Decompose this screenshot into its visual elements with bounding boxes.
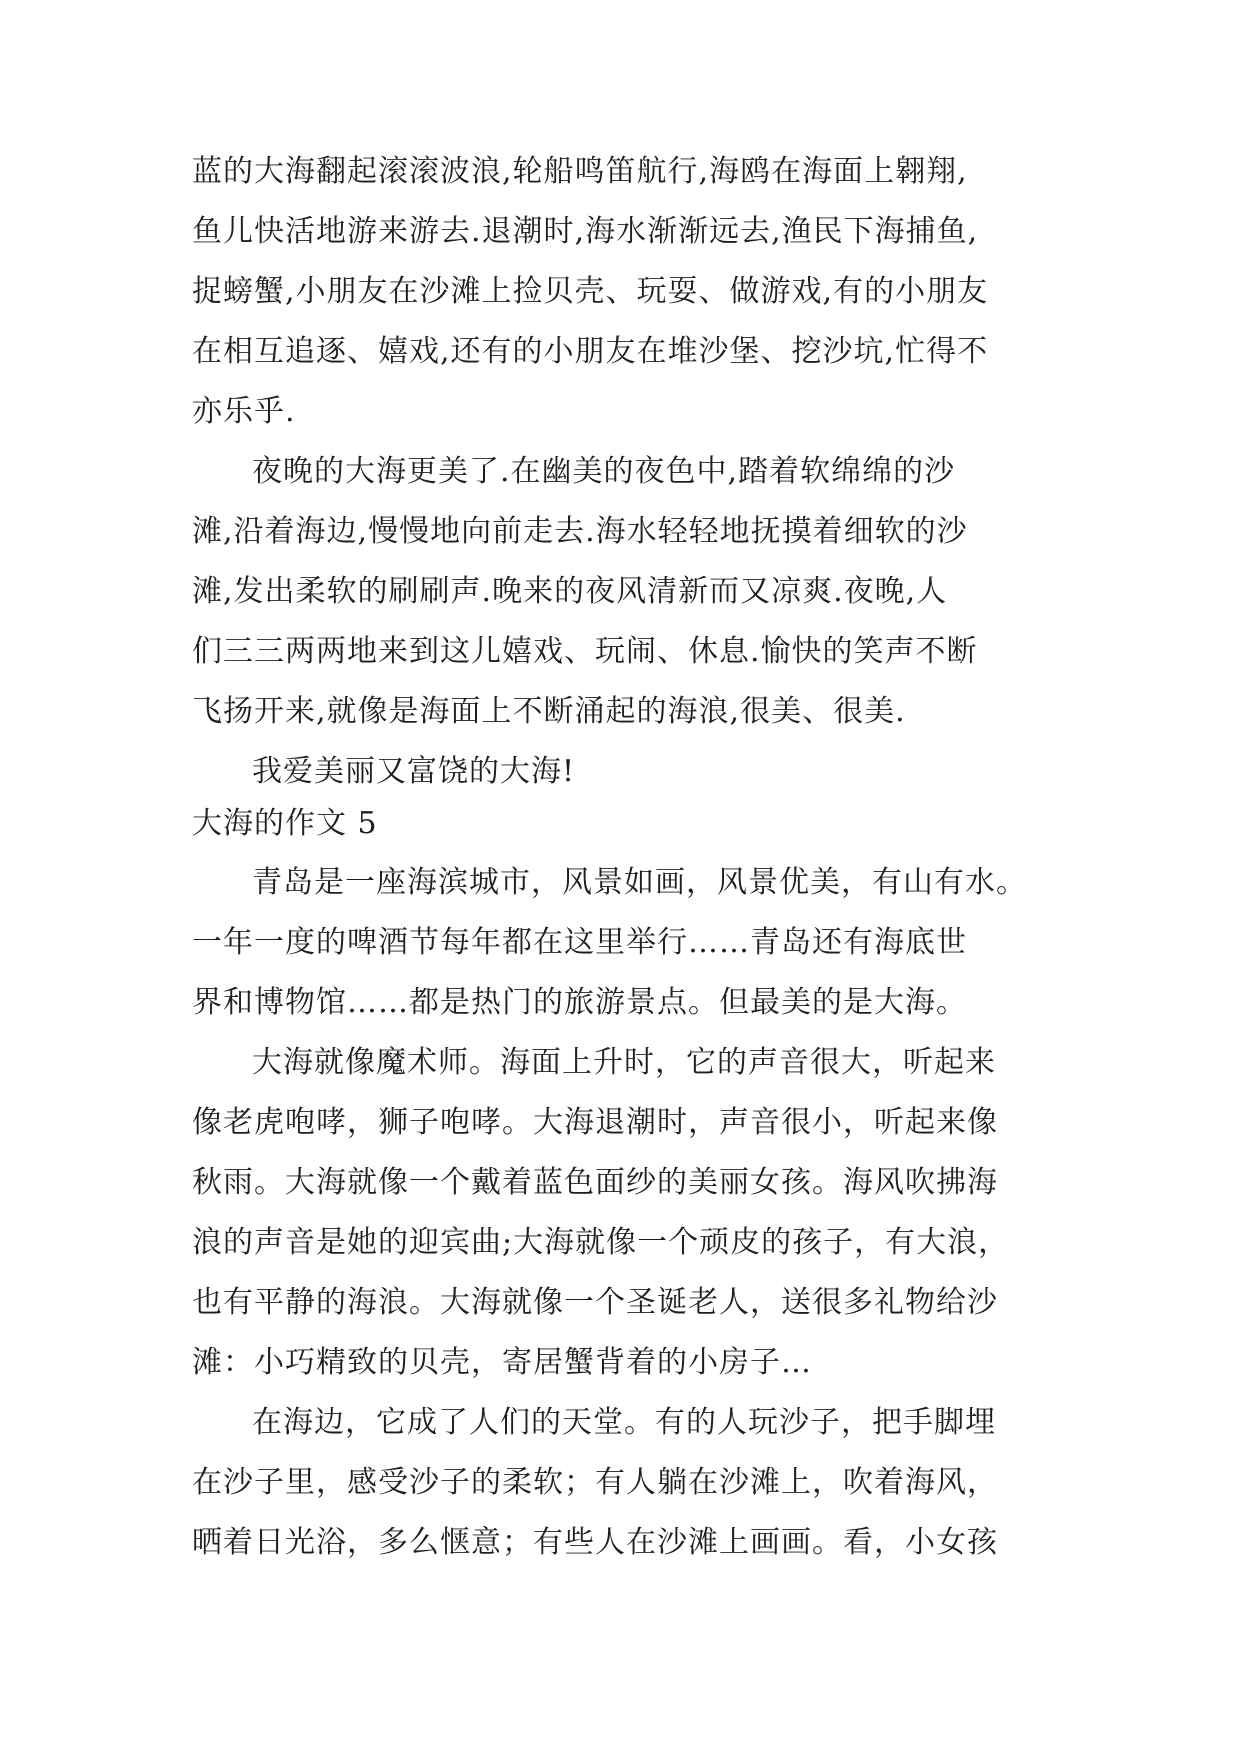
paragraph-line: 在相互追逐、嬉戏,还有的小朋友在堆沙堡、挖沙坑,忙得不 — [192, 334, 989, 369]
paragraph-line: 在海边，它成了人们的天堂。有的人玩沙子，把手脚埋 — [252, 1405, 996, 1440]
paragraph-line: 捉螃蟹,小朋友在沙滩上捡贝壳、玩耍、做游戏,有的小朋友 — [192, 274, 989, 309]
paragraph-line: 秋雨。大海就像一个戴着蓝色面纱的美丽女孩。海风吹拂海 — [192, 1165, 998, 1200]
paragraph-line: 亦乐乎. — [192, 394, 296, 429]
paragraph-line: 也有平静的海浪。大海就像一个圣诞老人，送很多礼物给沙 — [192, 1285, 998, 1320]
paragraph-line: 我爱美丽又富饶的大海! — [252, 754, 576, 789]
paragraph-line: 飞扬开来,就像是海面上不断涌起的海浪,很美、很美. — [192, 694, 906, 729]
paragraph-line: 一年一度的啤酒节每年都在这里举行……青岛还有海底世 — [192, 925, 967, 960]
paragraph-line: 青岛是一座海滨城市，风景如画，风景优美，有山有水。 — [252, 865, 1027, 900]
paragraph-line: 们三三两两地来到这儿嬉戏、玩闹、休息.愉快的笑声不断 — [192, 634, 978, 669]
section-heading: 大海的作文 5 — [192, 806, 378, 841]
paragraph-line: 界和博物馆……都是热门的旅游景点。但最美的是大海。 — [192, 985, 967, 1020]
paragraph-line: 浪的声音是她的迎宾曲;大海就像一个顽皮的孩子，有大浪， — [192, 1225, 1010, 1260]
paragraph-line: 鱼儿快活地游来游去.退潮时,海水渐渐远去,渔民下海捕鱼, — [192, 214, 979, 249]
paragraph-line: 晒着日光浴，多么惬意；有些人在沙滩上画画。看，小女孩 — [192, 1525, 998, 1560]
paragraph-line: 大海就像魔术师。海面上升时，它的声音很大，听起来 — [252, 1045, 996, 1080]
paragraph-line: 滩,发出柔软的刷刷声.晚来的夜风清新而又凉爽.夜晚,人 — [192, 574, 948, 609]
paragraph-line: 在沙子里，感受沙子的柔软；有人躺在沙滩上，吹着海风， — [192, 1465, 998, 1500]
paragraph-line: 像老虎咆哮，狮子咆哮。大海退潮时，声音很小，听起来像 — [192, 1105, 998, 1140]
paragraph-line: 滩,沿着海边,慢慢地向前走去.海水轻轻地抚摸着细软的沙 — [192, 514, 968, 549]
paragraph-line: 蓝的大海翻起滚滚波浪,轮船鸣笛航行,海鸥在海面上翱翔, — [192, 154, 968, 189]
paragraph-line: 滩：小巧精致的贝壳，寄居蟹背着的小房子… — [192, 1345, 812, 1380]
paragraph-line: 夜晚的大海更美了.在幽美的夜色中,踏着软绵绵的沙 — [252, 454, 956, 489]
